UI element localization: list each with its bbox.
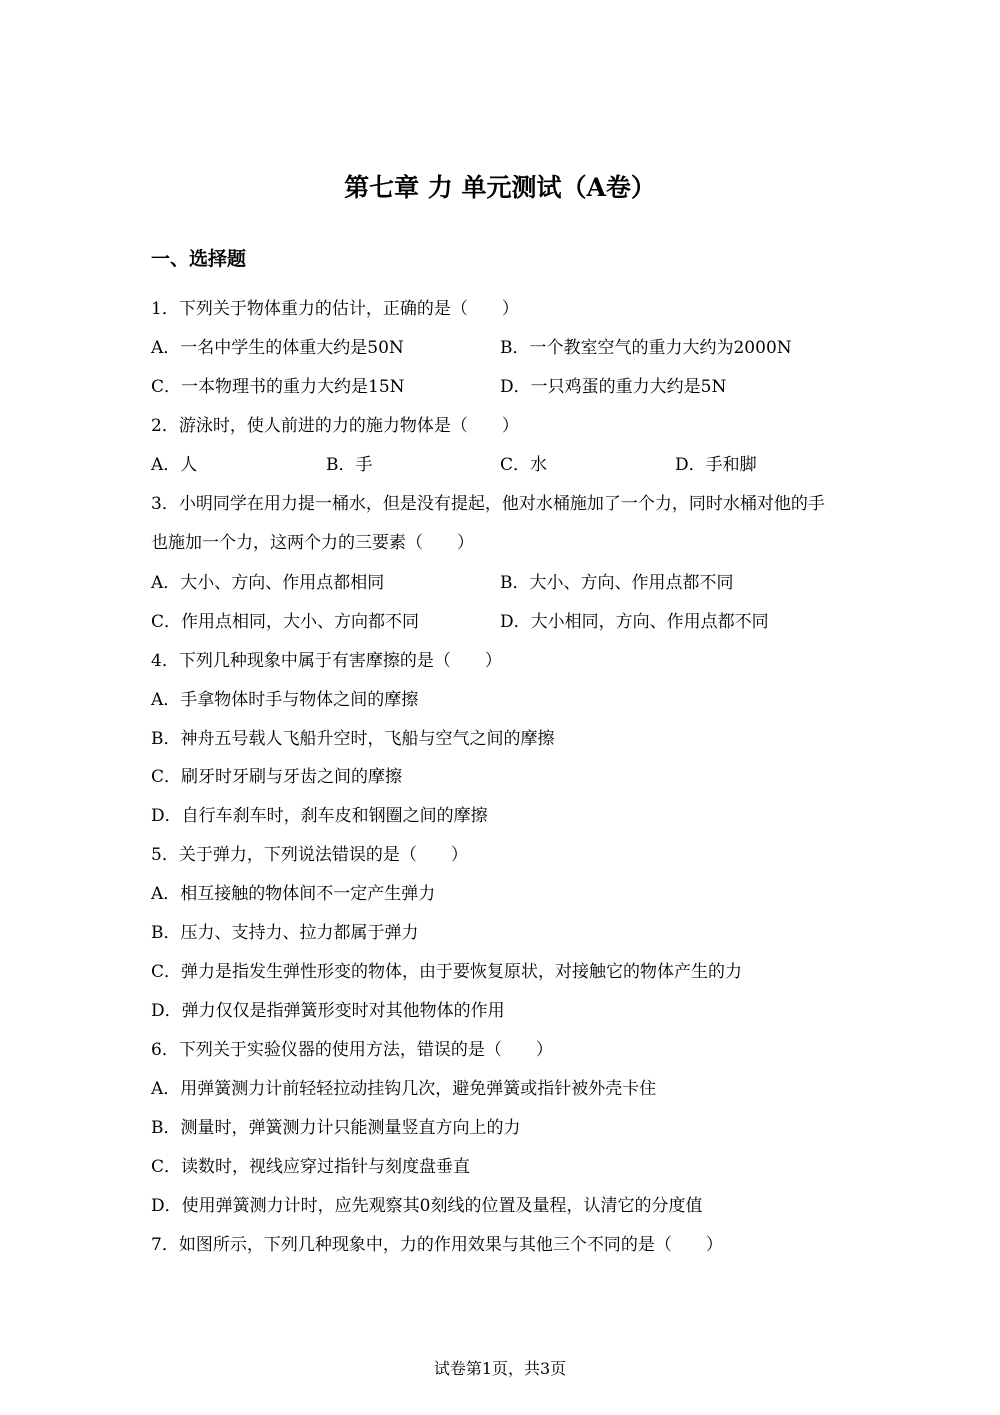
question-4-stem: 4．下列几种现象中属于有害摩擦的是（ ） <box>151 651 502 671</box>
question-2-option-d: D．手和脚 <box>675 455 757 475</box>
question-2-stem: 2．游泳时，使人前进的力的施力物体是（ ） <box>151 416 519 436</box>
question-1-option-c: C．一本物理书的重力大约是15N <box>151 377 405 397</box>
question-1-option-a: A．一名中学生的体重大约是50N <box>151 338 404 358</box>
question-1-option-d: D．一只鸡蛋的重力大约是5N <box>500 377 727 397</box>
page-title: 第七章 力 单元测试（A卷） <box>344 173 656 202</box>
question-2-option-a: A．人 <box>151 455 198 475</box>
question-6-option-c: C．读数时，视线应穿过指针与刻度盘垂直 <box>151 1157 471 1177</box>
question-4-option-d: D．自行车刹车时，刹车皮和钢圈之间的摩擦 <box>151 806 488 826</box>
question-1-stem: 1．下列关于物体重力的估计，正确的是（ ） <box>151 299 519 319</box>
question-5-option-d: D．弹力仅仅是指弹簧形变时对其他物体的作用 <box>151 1001 505 1021</box>
question-3-option-b: B．大小、方向、作用点都不同 <box>500 573 734 593</box>
question-3-option-a: A．大小、方向、作用点都相同 <box>151 573 385 593</box>
question-3-option-c: C．作用点相同，大小、方向都不同 <box>151 612 420 632</box>
question-3-stem-line-1: 3．小明同学在用力提一桶水，但是没有提起，他对水桶施加了一个力，同时水桶对他的手 <box>151 494 825 514</box>
question-6-stem: 6．下列关于实验仪器的使用方法，错误的是（ ） <box>151 1040 553 1060</box>
question-4-option-c: C．刷牙时牙刷与牙齿之间的摩擦 <box>151 767 403 787</box>
question-6-option-d: D．使用弹簧测力计时，应先观察其0刻线的位置及量程，认清它的分度值 <box>151 1196 703 1216</box>
question-6-option-b: B．测量时，弹簧测力计只能测量竖直方向上的力 <box>151 1118 521 1138</box>
question-2-option-b: B．手 <box>326 455 373 475</box>
question-5-option-c: C．弹力是指发生弹性形变的物体，由于要恢复原状，对接触它的物体产生的力 <box>151 962 743 982</box>
question-1-option-b: B．一个教室空气的重力大约为2000N <box>500 338 792 358</box>
question-3-option-d: D．大小相同，方向、作用点都不同 <box>500 612 769 632</box>
question-5-option-b: B．压力、支持力、拉力都属于弹力 <box>151 923 419 943</box>
question-7-stem: 7．如图所示，下列几种现象中，力的作用效果与其他三个不同的是（ ） <box>151 1235 723 1255</box>
question-5-stem: 5．关于弹力，下列说法错误的是（ ） <box>151 845 468 865</box>
page-footer: 试卷第1页，共3页 <box>433 1359 567 1378</box>
question-4-option-a: A．手拿物体时手与物体之间的摩擦 <box>151 690 419 710</box>
question-5-option-a: A．相互接触的物体间不一定产生弹力 <box>151 884 436 904</box>
question-3-stem-line-2: 也施加一个力，这两个力的三要素（ ） <box>151 533 474 553</box>
section-heading: 一、选择题 <box>151 248 247 270</box>
question-6-option-a: A．用弹簧测力计前轻轻拉动挂钩几次，避免弹簧或指针被外壳卡住 <box>151 1079 657 1099</box>
question-2-option-c: C．水 <box>500 455 548 475</box>
question-4-option-b: B．神舟五号载人飞船升空时，飞船与空气之间的摩擦 <box>151 729 555 749</box>
